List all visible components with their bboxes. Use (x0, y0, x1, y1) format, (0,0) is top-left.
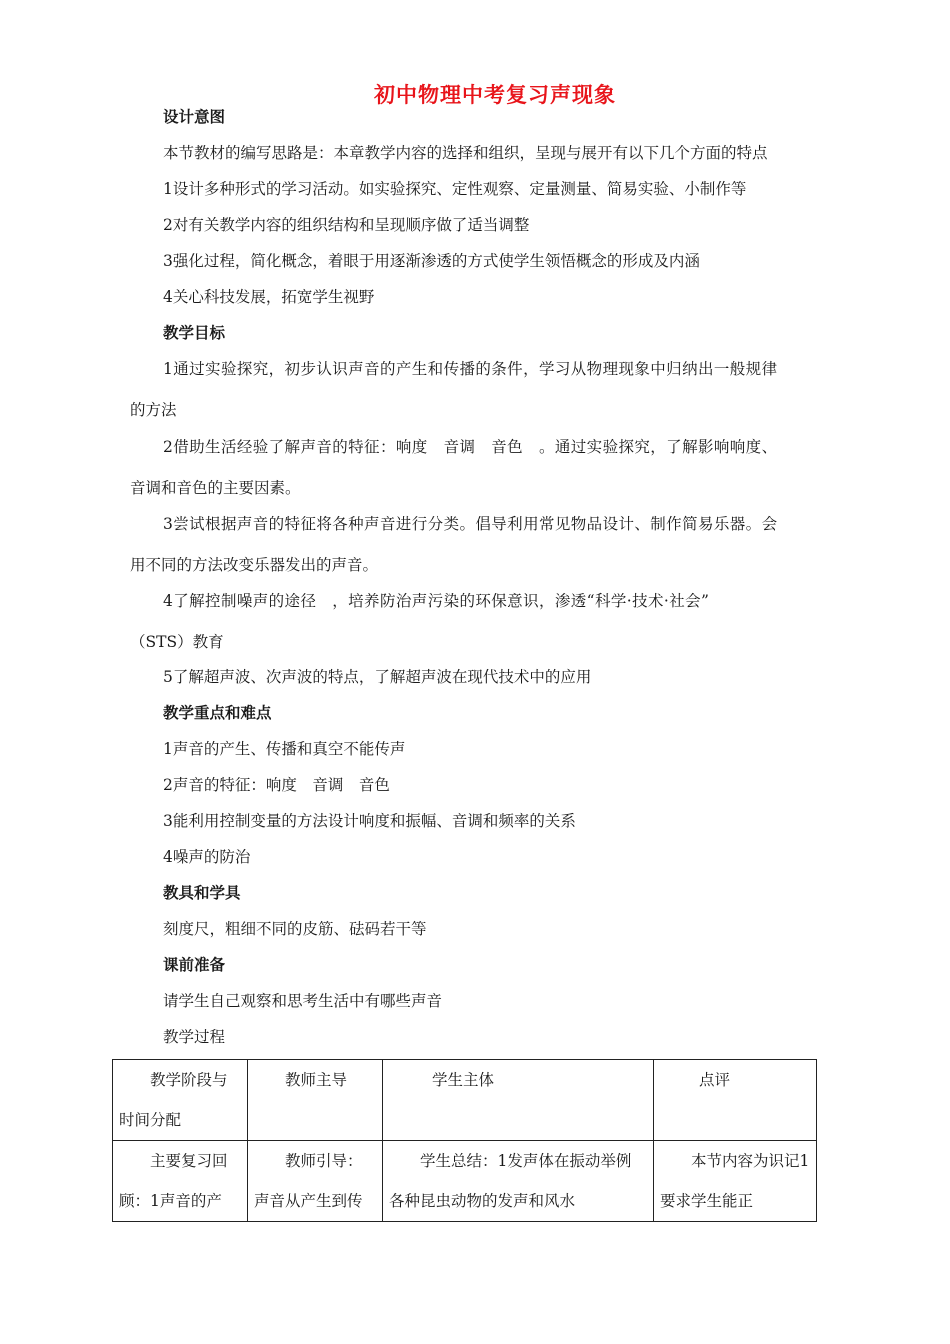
paragraph-line: 1声音的产生、传播和真空不能传声 (163, 740, 406, 758)
table-header-cell: 教师主导 (248, 1060, 383, 1141)
paragraph-line: 1设计多种形式的学习活动。如实验探究、定性观察、定量测量、简易实验、小制作等 (163, 180, 747, 198)
paragraph-line: 4了解控制噪声的途径 ，培养防治声污染的环保意识，渗透“科学·技术·社会” (163, 592, 710, 610)
paragraph-line: 2声音的特征：响度 音调 音色 (163, 776, 390, 794)
paragraph-line: 3强化过程，简化概念，着眼于用逐渐渗透的方式使学生领悟概念的形成及内涵 (163, 252, 700, 270)
section-heading-design: 设计意图 (163, 108, 226, 126)
paragraph-line: （STS）教育 (130, 633, 224, 651)
paragraph-line: 本节教材的编写思路是：本章教学内容的选择和组织，呈现与展开有以下几个方面的特点 (163, 144, 768, 162)
paragraph-line: 3能利用控制变量的方法设计响度和振幅、音调和频率的关系 (163, 812, 576, 830)
table-cell: 本节内容为识记1要求学生能正 (654, 1141, 817, 1222)
table-cell: 教师引导：声音从产生到传 (248, 1141, 383, 1222)
section-heading-prep: 课前准备 (163, 956, 226, 974)
section-heading-goals: 教学目标 (163, 324, 226, 342)
process-label: 教学过程 (163, 1028, 226, 1046)
paragraph-line: 2对有关教学内容的组织结构和呈现顺序做了适当调整 (163, 216, 530, 234)
section-heading-tools: 教具和学具 (163, 884, 241, 902)
paragraph-line: 5了解超声波、次声波的特点，了解超声波在现代技术中的应用 (163, 668, 592, 686)
paragraph-line: 音调和音色的主要因素。 (130, 479, 301, 497)
paragraph-line: 2借助生活经验了解声音的特征：响度 音调 音色 。通过实验探究，了解影响响度、 (163, 438, 778, 456)
paragraph-line: 的方法 (130, 401, 177, 419)
table-header-cell: 教学阶段与时间分配 (113, 1060, 248, 1141)
table-header-cell: 点评 (654, 1060, 817, 1141)
paragraph-line: 1通过实验探究，初步认识声音的产生和传播的条件，学习从物理现象中归纳出一般规律 (163, 360, 778, 378)
table-header-cell: 学生主体 (383, 1060, 654, 1141)
paragraph-line: 4关心科技发展，拓宽学生视野 (163, 288, 375, 306)
paragraph-line: 4噪声的防治 (163, 848, 251, 866)
table-cell: 主要复习回顾：1声音的产 (113, 1141, 248, 1222)
table-header-row (113, 1060, 817, 1141)
section-heading-key-points: 教学重点和难点 (163, 704, 272, 722)
paragraph-line: 用不同的方法改变乐器发出的声音。 (130, 556, 379, 574)
paragraph-line: 3尝试根据声音的特征将各种声音进行分类。倡导利用常见物品设计、制作简易乐器。会 (163, 515, 778, 533)
table-row (113, 1141, 817, 1222)
paragraph-line: 请学生自己观察和思考生活中有哪些声音 (163, 992, 443, 1010)
document-title: 初中物理中考复习声现象 (374, 82, 616, 107)
paragraph-line: 刻度尺，粗细不同的皮筋、砝码若干等 (163, 920, 427, 938)
table-cell: 学生总结：1发声体在振动举例 各种昆虫动物的发声和风水 (383, 1141, 654, 1222)
teaching-process-table (112, 1059, 817, 1222)
